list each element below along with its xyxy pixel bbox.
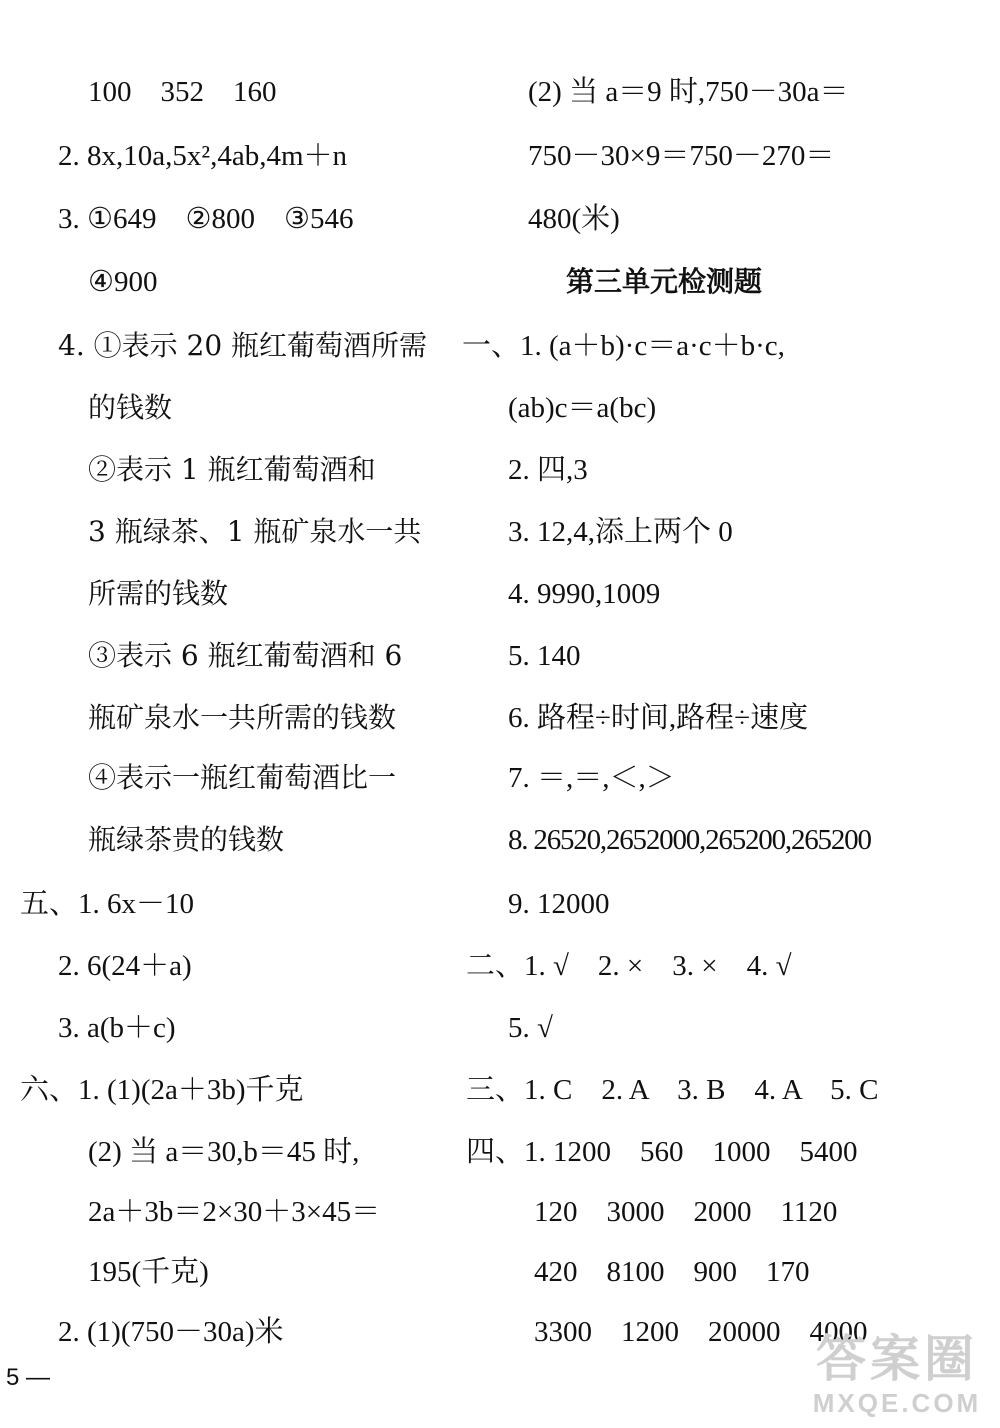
- left-line-17: 六、1. (1)(2a＋3b)千克: [20, 1074, 304, 1106]
- right-line-11: 7. ＝,＝,＜,＞: [508, 762, 675, 794]
- right-line-16: 三、1. C 2. A 3. B 4. A 5. C: [466, 1074, 879, 1106]
- watermark-line-1: 答案圈: [816, 1331, 978, 1387]
- left-line-10: ③表示 6 瓶红葡萄酒和 6: [88, 639, 403, 672]
- left-line-4: ④900: [88, 266, 158, 298]
- left-line-13: 瓶绿茶贵的钱数: [88, 823, 285, 856]
- left-line-15: 2. 6(24＋a): [58, 950, 192, 982]
- left-line-1: 100 352 160: [88, 76, 277, 108]
- left-line-19: 2a＋3b＝2×30＋3×45＝: [88, 1196, 381, 1228]
- right-line-18: 120 3000 2000 1120: [534, 1196, 838, 1228]
- right-line-4: 一、1. (a＋b)·c＝a·c＋b·c,: [462, 330, 785, 362]
- right-line-15: 5. √: [508, 1012, 553, 1044]
- left-line-21: 2. (1)(750－30a)米: [58, 1316, 284, 1348]
- right-line-20: 3300 1200 20000 4000: [534, 1316, 868, 1348]
- left-line-14: 五、1. 6x－10: [20, 888, 195, 920]
- right-line-14: 二、1. √ 2. × 3. × 4. √: [466, 950, 792, 982]
- section-title: 第三单元检测题: [566, 265, 763, 298]
- left-line-3: 3. ①649 ②800 ③546: [58, 203, 354, 235]
- left-line-11: 瓶矿泉水一共所需的钱数: [88, 701, 397, 734]
- left-line-7: ②表示 1 瓶红葡萄酒和: [88, 453, 376, 486]
- left-line-8: 3 瓶绿茶、1 瓶矿泉水一共: [88, 515, 422, 548]
- right-line-8: 4. 9990,1009: [508, 578, 661, 610]
- right-line-2: 750－30×9＝750－270＝: [528, 140, 835, 172]
- right-line-10: 6. 路程÷时间,路程÷速度: [508, 702, 809, 734]
- right-line-12: 8. 26520,2652000,265200,265200: [508, 824, 871, 856]
- page-number: 5 —: [6, 1364, 51, 1391]
- left-line-6: 的钱数: [88, 391, 173, 424]
- left-line-2: 2. 8x,10a,5x²,4ab,4m＋n: [58, 140, 347, 172]
- right-line-7: 3. 12,4,添上两个 0: [508, 516, 733, 548]
- left-line-18: (2) 当 a＝30,b＝45 时,: [88, 1136, 360, 1168]
- watermark-line-2: MXQE.COM: [812, 1388, 982, 1418]
- right-line-5: (ab)c＝a(bc): [508, 392, 657, 424]
- right-line-6: 2. 四,3: [508, 454, 588, 486]
- right-line-19: 420 8100 900 170: [534, 1256, 810, 1288]
- left-line-9: 所需的钱数: [88, 577, 229, 610]
- right-line-13: 9. 12000: [508, 888, 610, 920]
- right-line-17: 四、1. 1200 560 1000 5400: [466, 1136, 858, 1168]
- left-line-20: 195(千克): [88, 1256, 209, 1288]
- right-line-1: (2) 当 a＝9 时,750－30a＝: [528, 76, 849, 108]
- left-line-5: 4. ①表示 20 瓶红葡萄酒所需: [58, 329, 428, 362]
- watermark-logo: [812, 1330, 982, 1422]
- right-line-9: 5. 140: [508, 640, 581, 672]
- right-line-3: 480(米): [528, 203, 620, 235]
- left-line-12: ④表示一瓶红葡萄酒比一: [88, 761, 397, 794]
- left-line-16: 3. a(b＋c): [58, 1012, 176, 1044]
